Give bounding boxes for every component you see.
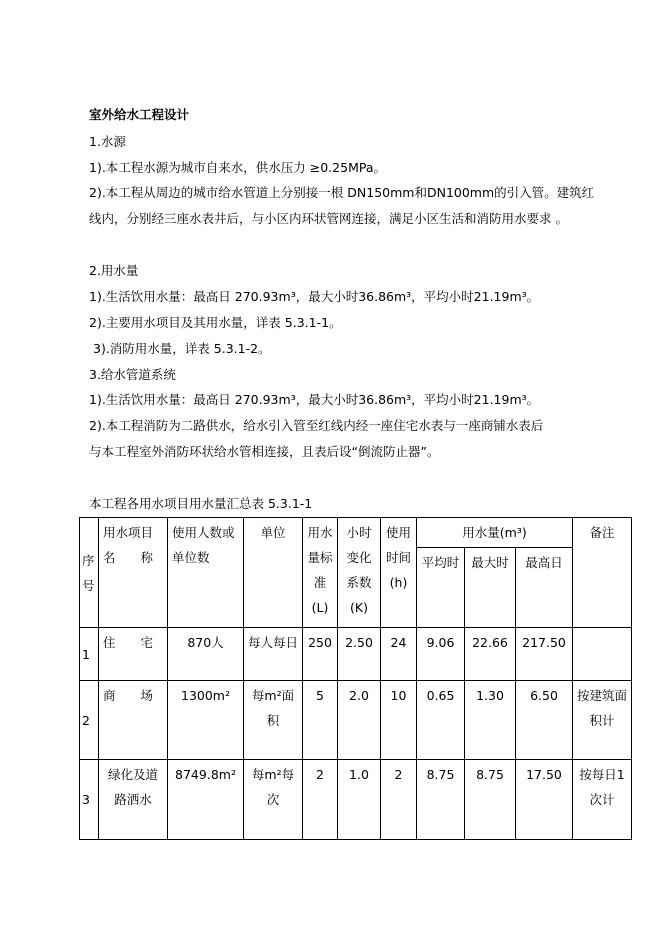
document-title: 室外给水工程设计 [89,107,190,122]
paragraph: 1).生活饮用水量：最高日 270.93m³，最大小时36.86m³，平均小时21.19m³。 [89,392,540,407]
header-avg: 平均时 [417,548,465,628]
cell-hours: 10 [381,681,417,760]
header-item: 用水项目 名 称 [99,518,168,628]
header-standard: 用水量标准(L) [303,518,338,628]
paragraph: 线内，分别经三座水表井后，与小区内环状管网连接，满足小区生活和消防用水要求 。 [89,211,568,226]
cell-max-day: 6.50 [516,681,573,760]
section-heading-pipe-system: 3.给水管道系统 [89,367,176,382]
cell-note: 按每日1次计 [573,760,632,840]
cell-users: 1300m² [168,681,244,760]
section-heading-water-source: 1.水源 [89,134,126,149]
cell-seq: 2 [80,681,99,760]
cell-max: 22.66 [465,628,516,681]
water-use-table [79,517,632,840]
paragraph: 2).主要用水项目及其用水量，详表 5.3.1-1。 [89,315,342,330]
cell-factor: 2.50 [338,628,381,681]
cell-item: 住 宅 [99,628,168,681]
cell-standard: 250 [303,628,338,681]
cell-factor: 2.0 [338,681,381,760]
cell-max: 1.30 [465,681,516,760]
cell-unit: 每人每日 [244,628,303,681]
header-factor: 小时变化系数(K) [338,518,381,628]
paragraph: 1).本工程水源为城市自来水，供水压力 ≥0.25MPa。 [89,160,387,175]
header-unit: 单位 [244,518,303,628]
cell-seq: 3 [80,760,99,840]
cell-note [573,628,632,681]
cell-max-day: 217.50 [516,628,573,681]
cell-avg: 9.06 [417,628,465,681]
table-row [80,628,632,681]
table-caption: 本工程各用水项目用水量汇总表 5.3.1-1 [89,496,313,511]
cell-users: 870人 [168,628,244,681]
section-heading-water-use: 2.用水量 [89,263,139,278]
cell-hours: 2 [381,760,417,840]
cell-factor: 1.0 [338,760,381,840]
cell-users: 8749.8m² [168,760,244,840]
cell-unit: 每m²面积 [244,681,303,760]
cell-seq: 1 [80,628,99,681]
cell-note: 按建筑面积计 [573,681,632,760]
header-seq: 序号 [80,518,99,628]
header-hours: 使用时间(h) [381,518,417,628]
header-users: 使用人数或单位数 [168,518,244,628]
paragraph: 3).消防用水量，详表 5.3.1-2。 [93,341,271,356]
cell-item: 绿化及道路洒水 [99,760,168,840]
cell-unit: 每m²每次 [244,760,303,840]
paragraph: 2).本工程消防为二路供水，给水引入管至红线内经一座住宅水表与一座商铺水表后 [89,418,544,433]
table-row [80,681,632,760]
paragraph: 1).生活饮用水量：最高日 270.93m³，最大小时36.86m³，平均小时21.19m³。 [89,289,540,304]
cell-avg: 8.75 [417,760,465,840]
cell-item: 商 场 [99,681,168,760]
header-max: 最大时 [465,548,516,628]
header-note: 备注 [573,518,632,628]
paragraph: 2).本工程从周边的城市给水管道上分别接一根 DN150mm和DN100mm的引入管。建筑红 [89,185,595,200]
cell-hours: 24 [381,628,417,681]
table-row [80,760,632,840]
cell-max-day: 17.50 [516,760,573,840]
cell-max: 8.75 [465,760,516,840]
header-max-day: 最高日 [516,548,573,628]
cell-standard: 2 [303,760,338,840]
header-water-group: 用水量(m³) [417,518,573,548]
cell-avg: 0.65 [417,681,465,760]
cell-standard: 5 [303,681,338,760]
paragraph: 与本工程室外消防环状给水管相连接，且表后设“倒流防止器”。 [89,444,440,459]
